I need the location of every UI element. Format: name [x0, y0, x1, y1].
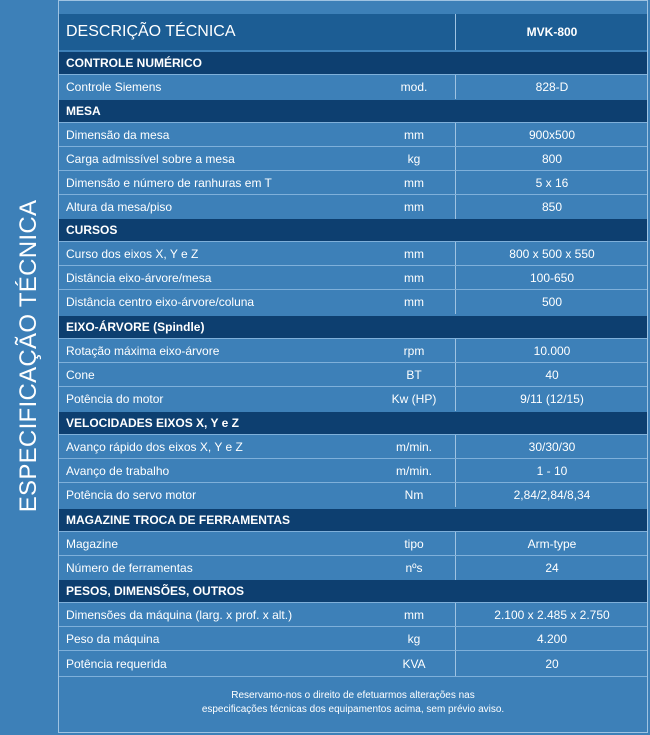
table-row	[58, 434, 648, 459]
row-label: Curso dos eixos X, Y e Z	[66, 247, 199, 261]
section-title: PESOS, DIMENSÕES, OUTROS	[58, 580, 648, 602]
sidebar	[0, 0, 58, 734]
table-row	[58, 626, 648, 651]
table-row	[58, 362, 648, 387]
table-row	[58, 531, 648, 556]
row-value: 1 - 10	[536, 464, 568, 478]
spec-table	[58, 0, 648, 734]
row-unit: kg	[407, 632, 421, 646]
row-value: 30/30/30	[528, 440, 576, 454]
row-value: 5 x 16	[535, 176, 569, 190]
row-label: Distância centro eixo-árvore/coluna	[66, 295, 255, 309]
row-unit: Nm	[404, 488, 424, 502]
table-row	[58, 74, 648, 99]
section-title: CONTROLE NUMÉRICO	[58, 52, 648, 74]
row-value: 500	[541, 295, 563, 309]
row-label: Carga admissível sobre a mesa	[66, 152, 235, 166]
table-row	[58, 122, 648, 147]
row-value: 9/11 (12/15)	[520, 392, 584, 406]
row-label: Dimensão da mesa	[66, 128, 170, 142]
row-label: Dimensões da máquina (larg. x prof. x alt.)	[66, 608, 293, 622]
row-label: Cone	[66, 368, 95, 382]
table-row	[58, 555, 648, 580]
row-unit: Kw (HP)	[391, 392, 437, 406]
row-label: Distância eixo-árvore/mesa	[66, 271, 212, 285]
row-label: Potência requerida	[66, 656, 167, 671]
row-value: 800 x 500 x 550	[509, 247, 595, 261]
row-value: 800	[541, 152, 563, 166]
row-unit: mm	[404, 200, 424, 214]
side-title: ESPECIFICAÇÃO TÉCNICA	[15, 199, 42, 513]
row-label: Dimensão e número de ranhuras em T	[66, 176, 272, 190]
row-label: Avanço rápido dos eixos X, Y e Z	[66, 440, 243, 454]
footnote-line-2: especificações técnicas dos equipamentos acima, sem prévio aviso.	[201, 704, 505, 715]
table-row	[58, 241, 648, 266]
table-row	[58, 289, 648, 314]
section-title: MESA	[58, 100, 648, 122]
table-row	[58, 458, 648, 483]
header-title: DESCRIÇÃO TÉCNICA	[66, 23, 236, 40]
row-value: 40	[545, 368, 559, 382]
row-unit: mm	[404, 176, 424, 190]
row-value: 20	[545, 656, 559, 671]
row-value: Arm-type	[527, 537, 577, 551]
table-row	[58, 146, 648, 171]
table-row	[58, 170, 648, 195]
row-unit: mm	[404, 271, 424, 285]
row-unit: rpm	[403, 344, 425, 358]
table-row	[58, 194, 648, 219]
row-value: 2.100 x 2.485 x 2.750	[494, 608, 610, 622]
row-label: Número de ferramentas	[66, 561, 193, 575]
table-row	[58, 650, 648, 676]
row-value: 850	[541, 200, 563, 214]
row-unit: mm	[404, 608, 424, 622]
row-value: 100-650	[529, 271, 575, 285]
row-label: Controle Siemens	[66, 80, 162, 94]
table-header	[58, 14, 648, 50]
row-unit: KVA	[402, 656, 426, 671]
row-label: Magazine	[66, 537, 119, 551]
row-label: Avanço de trabalho	[66, 464, 170, 478]
row-value: 10.000	[533, 344, 571, 358]
row-unit: mm	[404, 247, 424, 261]
table-row	[58, 386, 648, 411]
row-value: 2,84/2,84/8,34	[513, 488, 591, 502]
row-value: 4.200	[536, 632, 568, 646]
row-value: 900x500	[528, 128, 576, 142]
section-title: MAGAZINE TROCA DE FERRAMENTAS	[58, 509, 648, 531]
row-label: Potência do servo motor	[66, 488, 197, 502]
row-unit: mod.	[400, 80, 428, 94]
row-label: Potência do motor	[66, 392, 164, 406]
table-row	[58, 338, 648, 363]
section-title: VELOCIDADES EIXOS X, Y e Z	[58, 412, 648, 434]
header-model: MVK-800	[526, 25, 578, 39]
row-unit: mm	[404, 128, 424, 142]
section-title: CURSOS	[58, 219, 648, 241]
row-value: 24	[545, 561, 559, 575]
table-row	[58, 602, 648, 627]
row-label: Rotação máxima eixo-árvore	[66, 344, 220, 358]
row-unit: m/min.	[396, 464, 432, 478]
table-row	[58, 482, 648, 507]
section-title: EIXO-ÁRVORE (Spindle)	[58, 316, 648, 338]
row-label: Altura da mesa/piso	[66, 200, 173, 214]
table-row	[58, 265, 648, 290]
row-unit: tipo	[404, 537, 424, 551]
row-value: 828-D	[535, 80, 569, 94]
footnote	[58, 676, 648, 735]
row-unit: nºs	[405, 561, 423, 575]
row-unit: mm	[404, 295, 424, 309]
row-label: Peso da máquina	[66, 632, 160, 646]
footnote-line-1: Reservamo-nos o direito de efetuarmos alterações nas	[231, 690, 475, 701]
row-unit: BT	[406, 368, 422, 382]
row-unit: m/min.	[396, 440, 432, 454]
row-unit: kg	[407, 152, 421, 166]
